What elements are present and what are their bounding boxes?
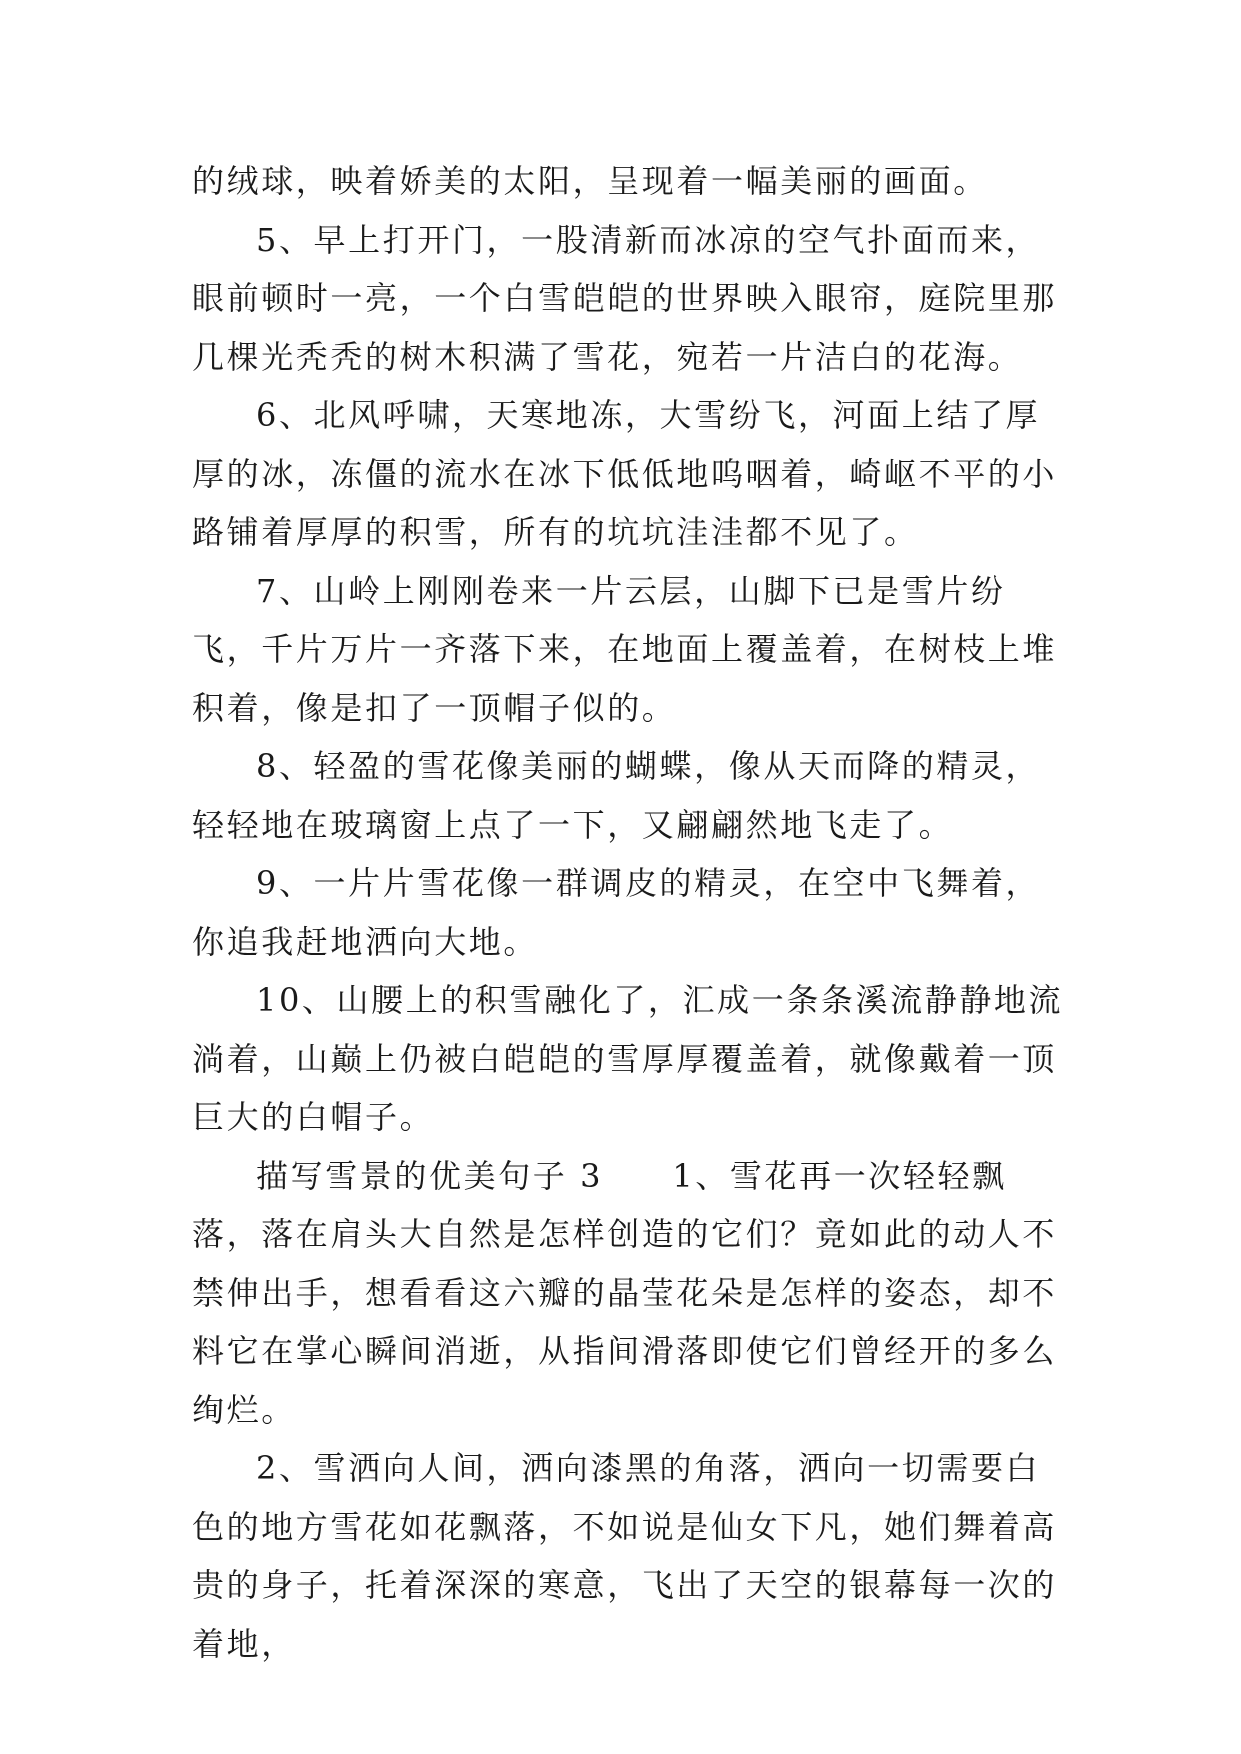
paragraph-item-5: 5、早上打开门，一股清新而冰凉的空气扑面而来，眼前顿时一亮，一个白雪皑皑的世界映入眼帘，庭院里那几棵光秃秃的树木积满了雪花，宛若一片洁白的花海。 xyxy=(192,220,1058,376)
paragraph-item-6: 6、北风呼啸，天寒地冻，大雪纷飞，河面上结了厚厚的冰，冻僵的流水在冰下低低地呜咽着，崎岖不平的小路铺着厚厚的积雪，所有的坑坑洼洼都不见了。 xyxy=(192,396,1058,551)
paragraph-item-7: 7、山岭上刚刚卷来一片云层，山脚下已是雪片纷飞，千片万片一齐落下来，在地面上覆盖着，在树枝上堆积着，像是扣了一顶帽子似的。 xyxy=(192,571,1058,727)
paragraph-item-2: 2、雪洒向人间，洒向漆黑的角落，洒向一切需要白色的地方雪花如花飘落，不如说是仙女下凡，她们舞着高贵的身子，托着深深的寒意，飞出了天空的银幕每一次的着地， xyxy=(192,1449,1058,1663)
paragraph-item-10: 10、山腰上的积雪融化了，汇成一条条溪流静静地流淌着，山巅上仍被白皑皑的雪厚厚覆盖着，就像戴着一顶巨大的白帽子。 xyxy=(192,981,1064,1136)
paragraph-item-9: 9、一片片雪花像一群调皮的精灵，在空中飞舞着，你追我赶地洒向大地。 xyxy=(192,864,1041,961)
document-body xyxy=(192,152,1064,1673)
paragraph-item-8: 8、轻盈的雪花像美丽的蝴蝶，像从天而降的精灵，轻轻地在玻璃窗上点了一下，又翩翩然地飞走了。 xyxy=(192,747,1041,844)
paragraph-continuation: 的绒球，映着娇美的太阳，呈现着一幅美丽的画面。 xyxy=(192,162,988,200)
section-heading-paragraph: 描写雪景的优美句子 3 1、雪花再一次轻轻飘落，落在肩头大自然是怎样创造的它们？竟如此的动人不禁伸出手，想看看这六瓣的晶莹花朵是怎样的姿态，却不料它在掌心瞬间消逝，从指间滑落即使它们曾经开的多么绚烂。 xyxy=(192,1156,1058,1429)
